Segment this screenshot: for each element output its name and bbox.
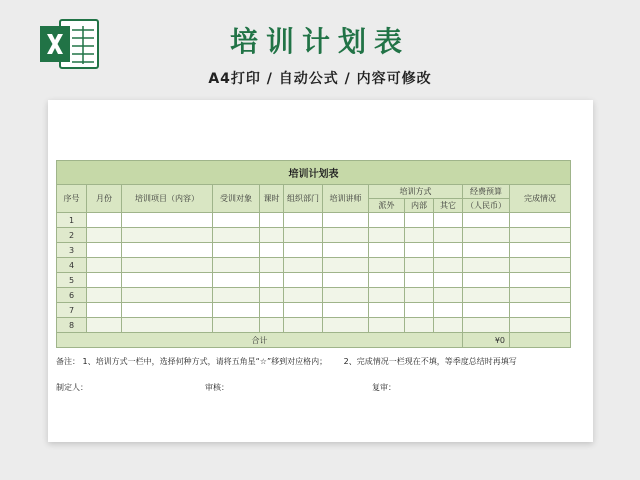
header-lecturer: 培训讲师: [323, 185, 369, 213]
table-cell[interactable]: [463, 303, 510, 318]
header-project: 培训项目（内容）: [122, 185, 213, 213]
header-method-external: 派外: [369, 199, 405, 213]
table-cell[interactable]: [213, 243, 260, 258]
table-title: 培训计划表: [57, 161, 571, 185]
table-cell[interactable]: [323, 258, 369, 273]
table-cell[interactable]: [284, 288, 323, 303]
table-cell[interactable]: [260, 213, 284, 228]
table-cell[interactable]: [369, 258, 405, 273]
table-cell[interactable]: [87, 243, 122, 258]
header-budget-bottom: （人民币）: [463, 199, 510, 213]
table-cell[interactable]: [213, 213, 260, 228]
table-cell[interactable]: [463, 258, 510, 273]
table-cell[interactable]: [510, 258, 571, 273]
table-cell[interactable]: [284, 258, 323, 273]
total-status-cell[interactable]: [510, 333, 571, 348]
table-cell[interactable]: [463, 273, 510, 288]
table-cell[interactable]: [284, 273, 323, 288]
row-number[interactable]: 5: [57, 273, 87, 288]
table-cell[interactable]: [463, 213, 510, 228]
note-2: 2、完成情况一栏现在不填，等季度总结时再填写: [343, 357, 517, 366]
row-number[interactable]: 7: [57, 303, 87, 318]
table-cell[interactable]: [369, 318, 405, 333]
table-row: [57, 303, 571, 318]
table-cell[interactable]: [323, 273, 369, 288]
table-row: [57, 273, 571, 288]
table-cell[interactable]: [260, 318, 284, 333]
table-cell[interactable]: [405, 288, 434, 303]
table-row: [57, 318, 571, 333]
table-cell[interactable]: [122, 258, 213, 273]
table-cell[interactable]: [323, 318, 369, 333]
table-row: [57, 243, 571, 258]
table-cell[interactable]: [87, 228, 122, 243]
table-cell[interactable]: [122, 213, 213, 228]
header-target: 受训对象: [213, 185, 260, 213]
table-cell[interactable]: [369, 303, 405, 318]
header-method-other: 其它: [434, 199, 463, 213]
header-dept: 组织部门: [284, 185, 323, 213]
table-cell[interactable]: [213, 303, 260, 318]
banner-subtitle: A4打印 / 自动公式 / 内容可修改: [208, 71, 432, 87]
table-cell[interactable]: [510, 273, 571, 288]
table-cell[interactable]: [323, 213, 369, 228]
table-cell[interactable]: [87, 303, 122, 318]
table-cell[interactable]: [434, 273, 463, 288]
table-cell[interactable]: [434, 213, 463, 228]
table-cell[interactable]: [87, 318, 122, 333]
table-cell[interactable]: [213, 273, 260, 288]
table-cell[interactable]: [260, 303, 284, 318]
table-row: [57, 258, 571, 273]
table-cell[interactable]: [405, 213, 434, 228]
spreadsheet-preview: [48, 100, 593, 442]
table-cell[interactable]: [369, 288, 405, 303]
table-cell[interactable]: [369, 273, 405, 288]
table-cell[interactable]: [323, 228, 369, 243]
banner-title: 培训计划表: [229, 25, 410, 58]
table-cell[interactable]: [122, 273, 213, 288]
row-number[interactable]: 6: [57, 288, 87, 303]
table-cell[interactable]: [284, 318, 323, 333]
table-cell[interactable]: [87, 273, 122, 288]
table-cell[interactable]: [510, 318, 571, 333]
table-cell[interactable]: [510, 303, 571, 318]
header-method-internal: 内部: [405, 199, 434, 213]
notes-row: [56, 356, 517, 367]
table-cell[interactable]: [213, 258, 260, 273]
total-amount[interactable]: ¥0: [463, 333, 510, 348]
table-cell[interactable]: [369, 243, 405, 258]
table-cell[interactable]: [260, 288, 284, 303]
table-cell[interactable]: [405, 318, 434, 333]
table-cell[interactable]: [284, 213, 323, 228]
table-cell[interactable]: [260, 273, 284, 288]
table-cell[interactable]: [213, 228, 260, 243]
header-seq: 序号: [57, 185, 87, 213]
signature-maker: 制定人：: [56, 383, 88, 392]
table-cell[interactable]: [213, 288, 260, 303]
table-cell[interactable]: [405, 258, 434, 273]
table-cell[interactable]: [434, 303, 463, 318]
header-method: 培训方式: [369, 185, 463, 199]
table-cell[interactable]: [122, 303, 213, 318]
table-cell[interactable]: [405, 303, 434, 318]
note-1: 备注： 1、培训方式一栏中，选择何种方式，请将五角星“☆”移到对应格内；: [56, 357, 328, 366]
table-cell[interactable]: [434, 258, 463, 273]
table-cell[interactable]: [510, 288, 571, 303]
table-cell[interactable]: [405, 243, 434, 258]
table-cell[interactable]: [122, 228, 213, 243]
table-cell[interactable]: [510, 228, 571, 243]
row-number[interactable]: 2: [57, 228, 87, 243]
table-cell[interactable]: [323, 303, 369, 318]
table-cell[interactable]: [434, 243, 463, 258]
header-month: 月份: [87, 185, 122, 213]
table-cell[interactable]: [284, 228, 323, 243]
table-cell[interactable]: [510, 213, 571, 228]
table-cell[interactable]: [405, 228, 434, 243]
table-row: [57, 288, 571, 303]
table-cell[interactable]: [510, 243, 571, 258]
table-cell[interactable]: [323, 243, 369, 258]
table-cell[interactable]: [463, 318, 510, 333]
table-cell[interactable]: [87, 288, 122, 303]
table-cell[interactable]: [213, 318, 260, 333]
table-cell[interactable]: [260, 243, 284, 258]
table-cell[interactable]: [260, 228, 284, 243]
table-cell[interactable]: [122, 318, 213, 333]
table-cell[interactable]: [369, 213, 405, 228]
table-cell[interactable]: [434, 318, 463, 333]
table-cell[interactable]: [260, 258, 284, 273]
table-cell[interactable]: [87, 213, 122, 228]
signature-recheck: 复审：: [372, 383, 396, 392]
table-cell[interactable]: [369, 228, 405, 243]
signature-reviewer: 审核：: [205, 383, 229, 392]
table-cell[interactable]: [463, 288, 510, 303]
header-hours: 课时: [260, 185, 284, 213]
table-cell[interactable]: [463, 243, 510, 258]
table-row: [57, 228, 571, 243]
table-cell[interactable]: [284, 303, 323, 318]
table-cell[interactable]: [434, 228, 463, 243]
table-row: [57, 213, 571, 228]
table-cell[interactable]: [284, 243, 323, 258]
table-cell[interactable]: [434, 288, 463, 303]
row-number[interactable]: 3: [57, 243, 87, 258]
table-cell[interactable]: [122, 288, 213, 303]
row-number[interactable]: 1: [57, 213, 87, 228]
table-cell[interactable]: [323, 288, 369, 303]
table-cell[interactable]: [122, 243, 213, 258]
total-label: 合计: [57, 333, 463, 348]
header-status: 完成情况: [510, 185, 571, 213]
row-number[interactable]: 4: [57, 258, 87, 273]
table-cell[interactable]: [463, 228, 510, 243]
table-cell[interactable]: [87, 258, 122, 273]
training-plan-table: [56, 160, 571, 348]
header-budget-top: 经费预算: [463, 185, 510, 199]
row-number[interactable]: 8: [57, 318, 87, 333]
table-cell[interactable]: [405, 273, 434, 288]
